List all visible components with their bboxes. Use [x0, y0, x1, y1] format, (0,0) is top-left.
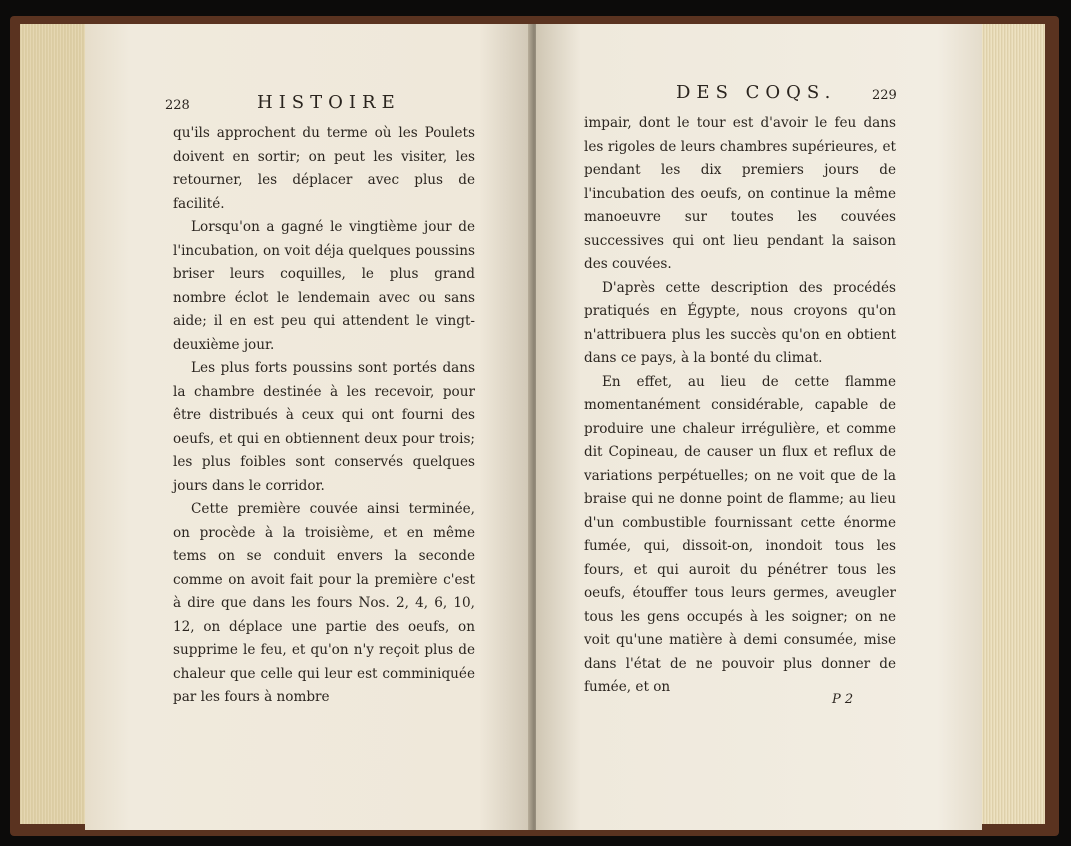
paragraph: impair, dont le tour est d'avoir le feu dans les rigoles de leurs chambres supérieures, et pendant les dix premiers jours de l'incubation des oeufs, on continue la même manoeuvre sur toutes les couvées successives qui ont lieu pendant la saison des couvées.: [584, 115, 896, 272]
paragraph: En effet, au lieu de cette flamme momentanément considérable, capable de produire une chaleur irrégulière, et comme dit Copineau, de causer un flux et reflux de variations perpétuelles; on ne voit que de la braise qui ne donne point de flamme; au lieu d'un combustible fournissant cette énorme fumée, qui, dissoit-on, inondoit tous les fours, et qui auroit du pénétrer tous les oeufs, étouffer tous leurs germes, aveugler tous les gens occupés à les soigner; on ne voit qu'une matière à demi consumée, mise dans l'état de ne pouvoir plus donner de fumée, et on: [584, 373, 896, 695]
page-edges-right: [975, 24, 1045, 824]
page-number: 229: [872, 88, 897, 103]
paragraph: Les plus forts poussins sont portés dans la chambre destinée à les recevoir, pour être distribués à ceux qui ont fourni des oeufs, et qui en obtiennent deux pour trois; les plus foibles sont conservés quelques jours dans le corridor.: [173, 360, 475, 494]
running-head: HISTOIRE: [257, 92, 401, 113]
running-head: DES COQS.: [676, 82, 837, 103]
paragraph: qu'ils approchent du terme où les Poulets doivent en sortir; on peut les visiter, les retourner, les déplacer avec plus de facilité.: [173, 125, 475, 212]
page-edges-left: [20, 24, 90, 824]
paragraph: D'après cette description des procédés pratiqués en Égypte, nous croyons qu'on n'attribuera plus les succès qu'on en obtient dans ce pays, à la bonté du climat.: [584, 279, 896, 366]
body-text: [584, 112, 896, 700]
paragraph: Cette première couvée ainsi terminée, on procède à la troisième, et en même tems on se conduit envers la seconde comme on avoit fait pour la première c'est à dire que dans les fours Nos. 2, 4, 6, 10, 12, on déplace une partie des oeufs, on supprime le feu, et qu'on n'y reçoit plus de chaleur que celle qui leur est comminiquée par les fours à nombre: [173, 501, 475, 705]
body-text: [173, 122, 475, 710]
signature-mark: P 2: [832, 692, 854, 707]
page-number: 228: [165, 98, 190, 113]
paragraph: Lorsqu'on a gagné le vingtième jour de l'incubation, on voit déja quelques poussins briser leurs coquilles, le plus grand nombre éclot le lendemain avec ou sans aide; il en est peu qui attendent le vingt-deuxième jour.: [173, 219, 475, 353]
right-page: [536, 24, 982, 830]
left-page: [85, 24, 533, 830]
